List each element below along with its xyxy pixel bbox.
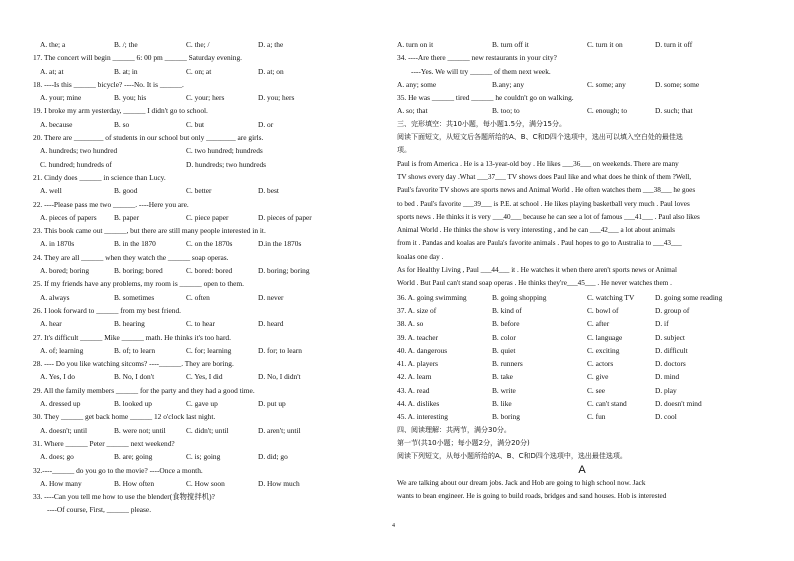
option-a: 43. A. read bbox=[397, 385, 430, 395]
option-c: C. bored: bored bbox=[186, 266, 233, 276]
option-d: D. How much bbox=[258, 478, 300, 488]
option-d: D. put up bbox=[258, 399, 286, 409]
option-d: D. doctors bbox=[655, 359, 686, 369]
option-a: A. any; some bbox=[397, 79, 437, 89]
option-a: A. dressed up bbox=[40, 399, 81, 409]
options-row bbox=[33, 237, 378, 250]
option-d: D. best bbox=[258, 186, 279, 196]
section-heading: 阅读下面短文，从短文后各题所给的A、B、C和D四个选项中，选出可以填入空白处的最佳选 bbox=[397, 133, 683, 142]
question-stem: 19. I broke my arm yesterday, ______ I didn't go to school. bbox=[33, 106, 208, 116]
text-line: Paul is from America . He is a 13-year-old boy . He likes ___36___ on weekends. There are many bbox=[397, 159, 679, 168]
option-c: C. give bbox=[587, 372, 609, 382]
text-line: from it . Pandas and koalas are Paula's favorite animals . Paul hopes to go to Australia to ___43___ bbox=[397, 239, 682, 248]
section-heading: 阅读下列短文，从每小题所给的A、B、C和D四个选项中，选出最佳选项。 bbox=[397, 452, 627, 461]
option-d: D. such; that bbox=[655, 106, 693, 116]
option-a: 36. A. going swimming bbox=[397, 292, 467, 302]
options-row bbox=[33, 370, 378, 383]
options-row bbox=[33, 144, 378, 157]
options-row bbox=[397, 384, 767, 397]
option-c: C. bowl of bbox=[587, 305, 619, 315]
question-stem: 32.----______ do you go to the movie? ----Once a month. bbox=[33, 465, 203, 475]
question-stem: 31. Where ______ Peter ______ next weekend? bbox=[33, 438, 175, 448]
options-row bbox=[397, 397, 767, 410]
option-c: C. fun bbox=[587, 412, 606, 422]
option-c: C. is; going bbox=[186, 452, 221, 462]
option-b: B. hearing bbox=[114, 319, 145, 329]
page-number: 4 bbox=[392, 523, 395, 529]
options-row bbox=[33, 65, 378, 78]
text-line: We are talking about our dream jobs. Jack and Hob are going to high school now. Jack bbox=[397, 478, 646, 487]
question-stem: 34. ----Are there ______ new restaurants in your city? bbox=[397, 53, 557, 63]
option-d: D. turn it off bbox=[655, 40, 693, 49]
option-b: B. you; his bbox=[114, 93, 147, 103]
option-c: C. piece paper bbox=[186, 212, 229, 222]
option-c: C. after bbox=[587, 319, 610, 329]
options-row bbox=[33, 344, 378, 357]
right-column bbox=[397, 38, 767, 503]
question-stem: 25. If my friends have any problems, my room is ______ open to them. bbox=[33, 279, 245, 289]
option-d: D. going some reading bbox=[655, 292, 723, 302]
option-a: A. bored; boring bbox=[40, 266, 90, 276]
option-a: A. in 1870s bbox=[40, 239, 75, 249]
option-b: B. of; to learn bbox=[114, 345, 156, 355]
options-row bbox=[397, 317, 767, 330]
option-b: B. before bbox=[492, 319, 520, 329]
option-b: B. paper bbox=[114, 212, 140, 222]
text-line: Paul's favorite TV shows are sports news and Animal World . He often watches them ___38___ he goes bbox=[397, 186, 696, 195]
options-row bbox=[397, 331, 767, 344]
option-c: C. language bbox=[587, 332, 623, 342]
options-row bbox=[33, 118, 378, 131]
options-row bbox=[33, 158, 378, 171]
option-c: C. exciting bbox=[587, 345, 620, 355]
option-d: D. for; to learn bbox=[258, 345, 302, 355]
option-c: C. How soon bbox=[186, 478, 225, 488]
option-a: A. because bbox=[40, 119, 73, 129]
option-b: B. were not; until bbox=[114, 425, 166, 435]
option-b: B. boring bbox=[492, 412, 520, 422]
option-c: C. didn't; until bbox=[186, 425, 229, 435]
option-b: B. turn off it bbox=[492, 40, 529, 49]
question-stem: 33. ----Can you tell me how to use the blender(食物搅拌机)? bbox=[33, 492, 215, 502]
text-line: As for Healthy Living , Paul ___44___ it . He watches it when there aren't sports news or Animal bbox=[397, 266, 677, 275]
option-a: A. of; learning bbox=[40, 345, 84, 355]
question-stem: 23. This book came out ______, but there are still many people interested in it. bbox=[33, 226, 266, 236]
option-d: D. difficult bbox=[655, 345, 688, 355]
option-c: C. often bbox=[186, 292, 210, 302]
options-row bbox=[397, 291, 767, 304]
section-heading: 第一节(共10小题；每小题2分，满分20分) bbox=[397, 438, 530, 447]
text-line: Animal World . He thinks the show is very interesting , and he can ___42___ a lot about animals bbox=[397, 226, 675, 235]
option-d: D. never bbox=[258, 292, 284, 302]
option-a: A. pieces of papers bbox=[40, 212, 97, 222]
option-b: B. at; in bbox=[114, 66, 138, 76]
option-a: A. Yes, I do bbox=[40, 372, 75, 382]
options-row bbox=[33, 450, 378, 463]
option-c: C. better bbox=[186, 186, 212, 196]
option-a: 40. A. dangerous bbox=[397, 345, 448, 355]
option-b: B. are; going bbox=[114, 452, 153, 462]
option-a: A. always bbox=[40, 292, 70, 302]
option-a: A. How many bbox=[40, 478, 82, 488]
option-b: B. No, I don't bbox=[114, 372, 155, 382]
option-d: D. No, I didn't bbox=[258, 372, 301, 382]
option-a: 39. A. teacher bbox=[397, 332, 439, 342]
text-line: koalas one day . bbox=[397, 252, 444, 261]
option-b: B. color bbox=[492, 332, 516, 342]
option-c: C. some; any bbox=[587, 79, 626, 89]
options-row bbox=[33, 184, 378, 197]
option-d: D. at; on bbox=[258, 66, 284, 76]
option-c: C. can't stand bbox=[587, 399, 627, 409]
question-stem: 21. Cindy does ______ in science than Lucy. bbox=[33, 172, 166, 182]
text-line: to bed . Paul's favorite ___39___ is P.E. at school . He likes playing basketball very much . Paul loves bbox=[397, 199, 690, 208]
option-c: C. actors bbox=[587, 359, 614, 369]
option-a: A. the; a bbox=[40, 40, 66, 49]
option-d: D. subject bbox=[655, 332, 685, 342]
section-heading: 项。 bbox=[397, 146, 411, 155]
options-row bbox=[397, 104, 767, 117]
option-d: D. or bbox=[258, 119, 274, 129]
option-c: C. gave up bbox=[186, 399, 218, 409]
option-d: D. aren't; until bbox=[258, 425, 301, 435]
option-d: D. did; go bbox=[258, 452, 288, 462]
options-row bbox=[397, 304, 767, 317]
option-d: D. a; the bbox=[258, 40, 284, 49]
option-a: A. doesn't; until bbox=[40, 425, 88, 435]
options-row bbox=[33, 397, 378, 410]
option-a: 41. A. players bbox=[397, 359, 439, 369]
text-line: wants to bean engineer. He is going to build roads, bridges and sand houses. Hob is interested bbox=[397, 492, 667, 501]
question-stem: 27. It's difficult ______ Mike ______ math. He thinks it's too hard. bbox=[33, 332, 231, 342]
option-c: C. for; learning bbox=[186, 345, 232, 355]
option-d: D. group of bbox=[655, 305, 690, 315]
option-c: C. turn it on bbox=[587, 40, 623, 49]
option-d: D. cool bbox=[655, 412, 677, 422]
option-b: B. runners bbox=[492, 359, 523, 369]
option-b: B. going shopping bbox=[492, 292, 547, 302]
text-line: ----Of course, First, ______ please. bbox=[47, 505, 152, 515]
option-a: C. hundred; hundreds of bbox=[40, 159, 112, 169]
option-d: D. if bbox=[655, 319, 669, 329]
option-b: B.any; any bbox=[492, 79, 525, 89]
option-a: 45. A. interesting bbox=[397, 412, 448, 422]
option-c: C. but bbox=[186, 119, 205, 129]
question-stem: 28. ---- Do you like watching sitcoms? ----______. They are boring. bbox=[33, 359, 234, 369]
option-c: C. enough; to bbox=[587, 106, 628, 116]
question-stem: 29. All the family members ______ for the party and they had a good time. bbox=[33, 385, 255, 395]
option-b: B. looked up bbox=[114, 399, 152, 409]
option-d: D. some; some bbox=[655, 79, 700, 89]
option-b: B. so bbox=[114, 119, 130, 129]
option-c: D. hundreds; two hundreds bbox=[186, 159, 267, 169]
question-stem: 30. They ______ get back home ______ 12 o'clock last night. bbox=[33, 412, 216, 422]
option-a: 38. A. so bbox=[397, 319, 424, 329]
options-row bbox=[397, 370, 767, 383]
option-b: B. sometimes bbox=[114, 292, 155, 302]
options-row bbox=[33, 211, 378, 224]
option-d: D. pieces of paper bbox=[258, 212, 312, 222]
options-row bbox=[33, 424, 378, 437]
option-b: B. boring; bored bbox=[114, 266, 163, 276]
option-b: B. too; to bbox=[492, 106, 520, 116]
option-b: B. write bbox=[492, 385, 516, 395]
option-a: A. turn on it bbox=[397, 40, 434, 49]
option-b: B. quiet bbox=[492, 345, 516, 355]
text-line: World . But Paul can't stand soap operas . He thinks they're___45___ . He never watches them . bbox=[397, 279, 672, 288]
option-b: B. /; the bbox=[114, 40, 138, 49]
options-row bbox=[33, 38, 378, 51]
option-c: C. the; / bbox=[186, 40, 210, 49]
options-row bbox=[397, 344, 767, 357]
option-b: B. good bbox=[114, 186, 138, 196]
option-a: A. well bbox=[40, 186, 62, 196]
question-stem: 18. ----Is this ______ bicycle? ----No. It is ______. bbox=[33, 79, 184, 89]
text-line: A bbox=[578, 463, 586, 476]
options-row bbox=[397, 357, 767, 370]
options-row bbox=[33, 291, 378, 304]
option-d: D. mind bbox=[655, 372, 680, 382]
option-a: A. hundreds; two hundred bbox=[40, 146, 118, 156]
text-line: TV shows every day .What ___37___ TV shows does Paul like and what does he think of them ?Well, bbox=[397, 172, 692, 181]
options-row bbox=[397, 38, 767, 51]
option-a: 42. A. learn bbox=[397, 372, 432, 382]
text-line: sports news . He thinks it is very ___40___ because he can see a lot of famous ___41___ . Paul also likes bbox=[397, 212, 700, 221]
option-d: D. heard bbox=[258, 319, 284, 329]
option-a: A. hear bbox=[40, 319, 62, 329]
question-stem: 20. There are ________ of students in our school but only ________ are girls. bbox=[33, 133, 264, 143]
option-d: D. you; hers bbox=[258, 93, 295, 103]
option-c: C. to hear bbox=[186, 319, 215, 329]
options-row bbox=[33, 477, 378, 490]
option-b: B. in the 1870 bbox=[114, 239, 156, 249]
option-c: C. watching TV bbox=[587, 292, 635, 302]
option-b: B. kind of bbox=[492, 305, 522, 315]
option-d: D. doesn't mind bbox=[655, 399, 702, 409]
section-heading: 三、完形填空：共10小题，每小题1.5分，满分15分。 bbox=[397, 119, 566, 128]
options-row bbox=[397, 410, 767, 423]
question-stem: 35. He was ______ tired ______ he couldn't go on walking. bbox=[397, 93, 574, 103]
text-line: ----Yes. We will try ______ of them next week. bbox=[411, 66, 551, 76]
option-d: D. play bbox=[655, 385, 677, 395]
option-a: 37. A. size of bbox=[397, 305, 437, 315]
option-a: A. so; that bbox=[397, 106, 428, 116]
option-a: A. does; go bbox=[40, 452, 74, 462]
question-stem: 24. They are all ______ when they watch the ______ soap operas. bbox=[33, 252, 229, 262]
option-c: C. Yes, I did bbox=[186, 372, 223, 382]
left-column bbox=[33, 38, 378, 517]
options-row bbox=[33, 91, 378, 104]
option-d: D. boring; boring bbox=[258, 266, 310, 276]
question-stem: 17. The concert will begin ______ 6: 00 pm ______ Saturday evening. bbox=[33, 53, 243, 63]
options-row bbox=[397, 78, 767, 91]
option-b: B. like bbox=[492, 399, 512, 409]
option-b: B. How often bbox=[114, 478, 155, 488]
option-c: C. on; at bbox=[186, 66, 212, 76]
options-row bbox=[33, 264, 378, 277]
question-stem: 26. I look forward to ______ from my best friend. bbox=[33, 305, 181, 315]
option-c: C. on the 1870s bbox=[186, 239, 233, 249]
option-d: D.in the 1870s bbox=[258, 239, 302, 249]
option-c: C. your; hers bbox=[186, 93, 225, 103]
option-c: C. two hundred; hundreds bbox=[186, 146, 263, 156]
option-a: 44. A. dislikes bbox=[397, 399, 440, 409]
section-heading: 四、阅读理解：共两节，满分30分。 bbox=[397, 425, 511, 434]
options-row bbox=[33, 317, 378, 330]
question-stem: 22. ----Please pass me two ______. ----Here you are. bbox=[33, 199, 189, 209]
option-a: A. your; mine bbox=[40, 93, 82, 103]
option-b: B. take bbox=[492, 372, 513, 382]
option-a: A. at; at bbox=[40, 66, 64, 76]
option-c: C. see bbox=[587, 385, 606, 395]
